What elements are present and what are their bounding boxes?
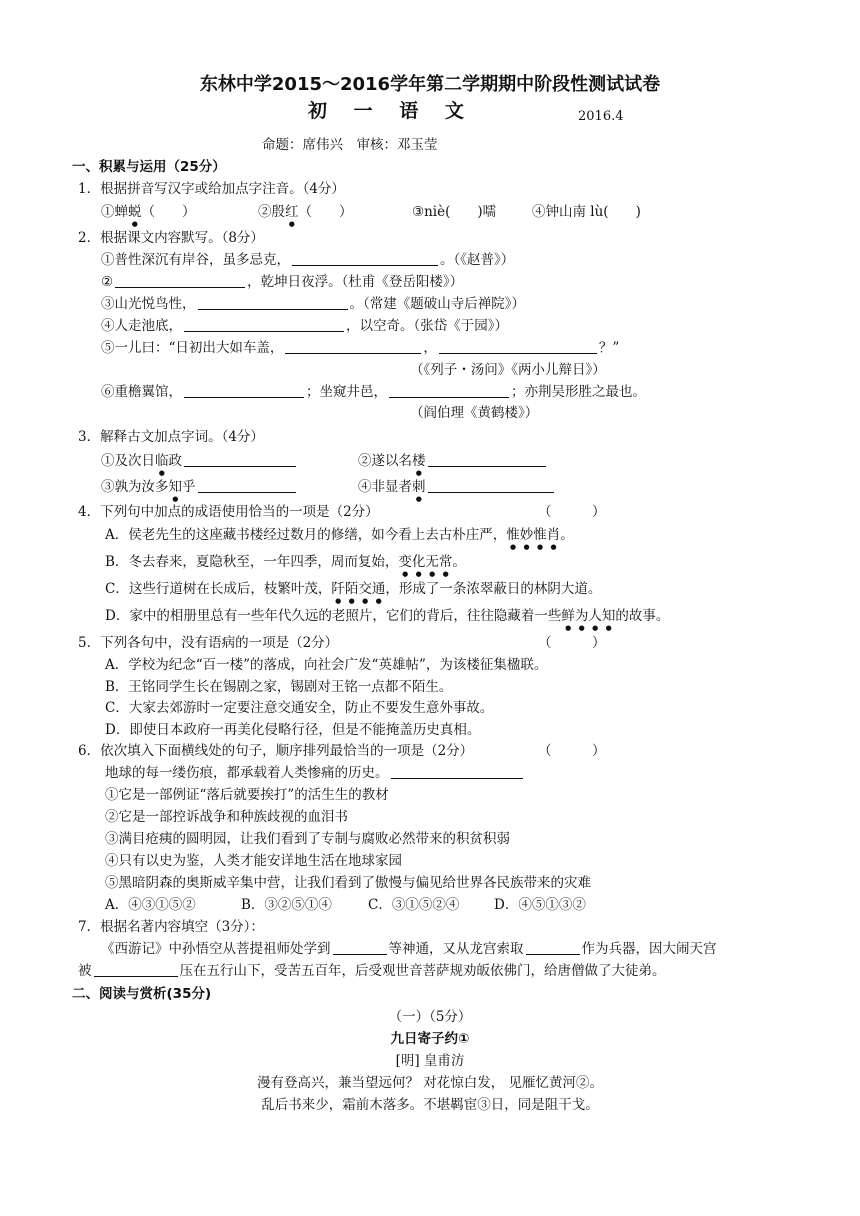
q4-d-tail: 的故事。 bbox=[615, 608, 670, 624]
q4-a-idiom: 惟妙惟肖 bbox=[506, 527, 561, 543]
q3-b-text: ②遂以名 bbox=[358, 453, 412, 469]
q3-d-dotted: 刺 bbox=[412, 479, 426, 495]
q7-line-2 bbox=[78, 962, 666, 980]
q3-c-text: ③孰为汝多 bbox=[101, 479, 169, 495]
q3-a-text: ①及次日 bbox=[101, 453, 155, 469]
q6-sentence-4: ④只有以史为鉴，人类才能安详地生活在地球家园 bbox=[105, 853, 402, 869]
q2-line-1 bbox=[101, 251, 514, 269]
q4-a-text: A．侯老先生的这座藏书楼经过数月的修缮，如今看上去古朴庄严， bbox=[105, 527, 507, 543]
q3-b-dotted: 楼 bbox=[412, 453, 426, 469]
q3-b-blank[interactable] bbox=[428, 452, 546, 467]
q1-item-a bbox=[101, 203, 196, 228]
q4-option-a[interactable] bbox=[105, 526, 574, 551]
q1-a-text: ①蝉 bbox=[101, 204, 128, 220]
poem-author: [明] 皇甫汸 bbox=[395, 1053, 465, 1069]
q4-stem: 4．下列句中加点的成语使用恰当的一项是（2分） bbox=[78, 504, 379, 520]
q5-answer-paren[interactable]: （ ） bbox=[538, 635, 606, 651]
q4-c-text: C．这些行道树在长成后，枝繁叶茂， bbox=[105, 581, 332, 597]
q3-item-c bbox=[101, 478, 298, 503]
q2-l2-text: ② bbox=[101, 274, 114, 290]
q4-option-c[interactable] bbox=[105, 580, 601, 605]
q1-item-c[interactable]: ③niè( )嚅 bbox=[412, 204, 497, 220]
q6-intro bbox=[105, 764, 525, 782]
exam-title: 东林中学2015～2016学年第二学期期中阶段性测试试卷 bbox=[199, 74, 661, 95]
q2-l5-comma: ， bbox=[423, 340, 437, 356]
q4-b-tail: 。 bbox=[452, 554, 466, 570]
q2-l6-end: ；亦荆吴形胜之最也。 bbox=[511, 384, 646, 400]
q3-c-dotted: 知 bbox=[168, 479, 182, 495]
q2-l2-blank[interactable] bbox=[115, 273, 245, 288]
q5-option-a[interactable]: A．学校为纪念“百一楼”的落成，向社会广发“英雄帖”，为该楼征集楹联。 bbox=[105, 657, 548, 673]
q2-l5-blank-2[interactable] bbox=[439, 339, 597, 354]
section-heading-2: 二、阅读与赏析(35分) bbox=[72, 986, 212, 1002]
q6-stem: 6．依次填入下面横线处的句子，顺序排列最恰当的一项是（2分） bbox=[78, 743, 474, 759]
q4-option-d[interactable] bbox=[105, 607, 669, 632]
q2-l2-source: ，乾坤日夜浮。（杜甫《登岳阳楼》） bbox=[247, 274, 464, 290]
q3-item-d bbox=[358, 478, 556, 503]
q2-l5-text: ⑤一儿曰：“日初出大如车盖， bbox=[101, 340, 284, 356]
reading-part-label: （一）（5分） bbox=[388, 1009, 472, 1025]
q2-line-3 bbox=[101, 295, 525, 313]
exam-date: 2016.4 bbox=[578, 109, 624, 124]
q4-d-text: D．家中的相册里总有一些年代久远的老照片，它们的背后，往往隐藏着一些 bbox=[105, 608, 562, 624]
q3-c-blank[interactable] bbox=[198, 478, 296, 493]
poem-line-2: 乱后书来少，霜前木落多。不堪羁宦③日，同是阻干戈。 bbox=[261, 1097, 599, 1113]
q6-sentence-5: ⑤黑暗阴森的奥斯威辛集中营，让我们看到了傲慢与偏见给世界各民族带来的灾难 bbox=[105, 875, 591, 891]
q6-intro-text: 地球的每一缕伤痕，都承载着人类惨痛的历史。 bbox=[105, 765, 389, 781]
exam-subject: 初 一 语 文 bbox=[308, 100, 474, 122]
q4-c-tail: ，形成了一条浓翠蔽日的林阴大道。 bbox=[385, 581, 602, 597]
q6-sentence-2: ②它是一部控诉战争和种族歧视的血泪书 bbox=[105, 809, 348, 825]
q6-choice-b[interactable]: B．③②⑤①④ bbox=[241, 897, 332, 913]
q6-sentence-1: ①它是一部例证“落后就要挨打”的活生生的教材 bbox=[105, 787, 389, 803]
q4-d-idiom: 鲜为人知 bbox=[561, 608, 616, 624]
q1-item-d[interactable]: ④钟山南 lù( ) bbox=[532, 204, 641, 220]
q2-l3-source: 。（常建《题破山寺后禅院》） bbox=[349, 296, 525, 312]
q4-option-b[interactable] bbox=[105, 553, 466, 578]
q6-choice-c[interactable]: C．③①⑤②④ bbox=[368, 897, 460, 913]
q7-stem: 7．根据名著内容填空（3分）： bbox=[78, 919, 264, 935]
q2-line-2 bbox=[101, 273, 463, 291]
q7-l2-end: 压在五行山下，受苦五百年，后受观世音菩萨规劝皈依佛门，给唐僧做了大徒弟。 bbox=[179, 963, 666, 979]
q2-line-5 bbox=[101, 339, 619, 357]
q2-line-6 bbox=[101, 383, 646, 401]
q2-l5-blank-1[interactable] bbox=[285, 339, 421, 354]
q3-item-b bbox=[358, 452, 548, 477]
q7-blank-3[interactable] bbox=[94, 962, 178, 977]
q2-l4-source: ，以空奇。（张岱《于园》） bbox=[346, 318, 508, 334]
q2-l4-blank[interactable] bbox=[184, 317, 344, 332]
q2-l5-source: （《列子・汤问》《两小儿辩日》） bbox=[410, 362, 606, 378]
q6-choice-a[interactable]: A．④③①⑤② bbox=[105, 897, 196, 913]
poem-line-1: 漫有登高兴，兼当望远何？ 对花惊白发， 见雁忆黄河②。 bbox=[256, 1075, 604, 1091]
q2-l6-blank-2[interactable] bbox=[389, 383, 509, 398]
q2-l5-end: ？” bbox=[598, 340, 620, 356]
q1-item-b bbox=[258, 203, 353, 228]
q3-d-blank[interactable] bbox=[428, 478, 554, 493]
q4-a-tail: 。 bbox=[560, 527, 574, 543]
exam-authors: 命题：席伟兴 审核：邓玉莹 bbox=[262, 137, 438, 153]
q7-l1-end: 作为兵器，因大闹天宫 bbox=[581, 941, 717, 957]
q1-b-dotted: 红 bbox=[285, 204, 299, 220]
q2-l6-blank-1[interactable] bbox=[184, 383, 304, 398]
q2-l3-text: ③山光悦鸟性， bbox=[101, 296, 196, 312]
q7-l1-mid: 等神通，又从龙宫索取 bbox=[388, 941, 524, 957]
q3-a-blank[interactable] bbox=[184, 452, 296, 467]
q4-answer-paren[interactable]: （ ） bbox=[538, 504, 606, 520]
q3-stem: 3．解释古文加点字词。（4分） bbox=[78, 429, 264, 445]
q1-stem: 1．根据拼音写汉字或给加点字注音。（4分） bbox=[78, 181, 345, 197]
q2-stem: 2．根据课文内容默写。（8分） bbox=[78, 230, 264, 246]
q5-option-c[interactable]: C．大家去郊游时一定要注意交通安全，防止不要发生意外事故。 bbox=[105, 700, 494, 716]
q3-d-text: ④非显者 bbox=[358, 479, 412, 495]
q2-l1-text: ①普性深沉有岸谷，虽多忌克， bbox=[101, 252, 290, 268]
q4-c-idiom: 阡陌交通 bbox=[331, 581, 386, 597]
q3-a-tail: 政 bbox=[168, 453, 182, 469]
section-heading-1: 一、积累与运用（25分） bbox=[72, 159, 226, 175]
q2-l4-text: ④人走池底， bbox=[101, 318, 182, 334]
q7-blank-2[interactable] bbox=[526, 940, 580, 955]
q1-a-dotted: 蜕 bbox=[128, 204, 142, 220]
q2-l6-text: ⑥重檐翼馆， bbox=[101, 384, 182, 400]
q7-l1-text: 《西游记》中孙悟空从菩提祖师处学到 bbox=[101, 941, 331, 957]
q3-c-tail: 乎 bbox=[182, 479, 196, 495]
q2-l1-blank[interactable] bbox=[292, 251, 438, 266]
poem-title: 九日寄子约① bbox=[390, 1031, 470, 1047]
q2-l6-mid: ；坐窥井邑， bbox=[306, 384, 387, 400]
q5-stem: 5．下列各句中，没有语病的一项是（2分） bbox=[78, 635, 339, 651]
q2-l3-blank[interactable] bbox=[198, 295, 348, 310]
q3-a-dotted: 临 bbox=[155, 453, 169, 469]
q6-choice-d[interactable]: D．④⑤①③② bbox=[494, 897, 586, 913]
q7-l2-text: 被 bbox=[78, 963, 92, 979]
q4-b-idiom: 变化无常 bbox=[398, 554, 453, 570]
q1-b-answer[interactable]: （ ） bbox=[298, 204, 353, 220]
q5-option-b[interactable]: B．王铭同学生长在锡剧之家，锡剧对王铭一点都不陌生。 bbox=[105, 679, 453, 695]
q4-b-text: B．冬去春来，夏隐秋至，一年四季，周而复始， bbox=[105, 554, 399, 570]
q2-l1-source: 。（《赵普》） bbox=[440, 252, 515, 268]
q6-sentence-3: ③满目疮痍的圆明园，让我们看到了专制与腐败必然带来的积贫积弱 bbox=[105, 831, 510, 847]
q6-answer-paren[interactable]: （ ） bbox=[538, 743, 606, 759]
q5-option-d[interactable]: D．即使日本政府一再美化侵略行径，但是不能掩盖历史真相。 bbox=[105, 722, 481, 738]
q7-blank-1[interactable] bbox=[333, 940, 387, 955]
q3-item-a bbox=[101, 452, 298, 477]
q6-blank[interactable] bbox=[391, 764, 523, 779]
q1-a-answer[interactable]: （ ） bbox=[141, 204, 196, 220]
q7-line-1 bbox=[101, 940, 717, 958]
q1-b-text: ②殷 bbox=[258, 204, 285, 220]
q2-l6-source: （阎伯理《黄鹤楼》） bbox=[410, 405, 539, 421]
q2-line-4 bbox=[101, 317, 508, 335]
